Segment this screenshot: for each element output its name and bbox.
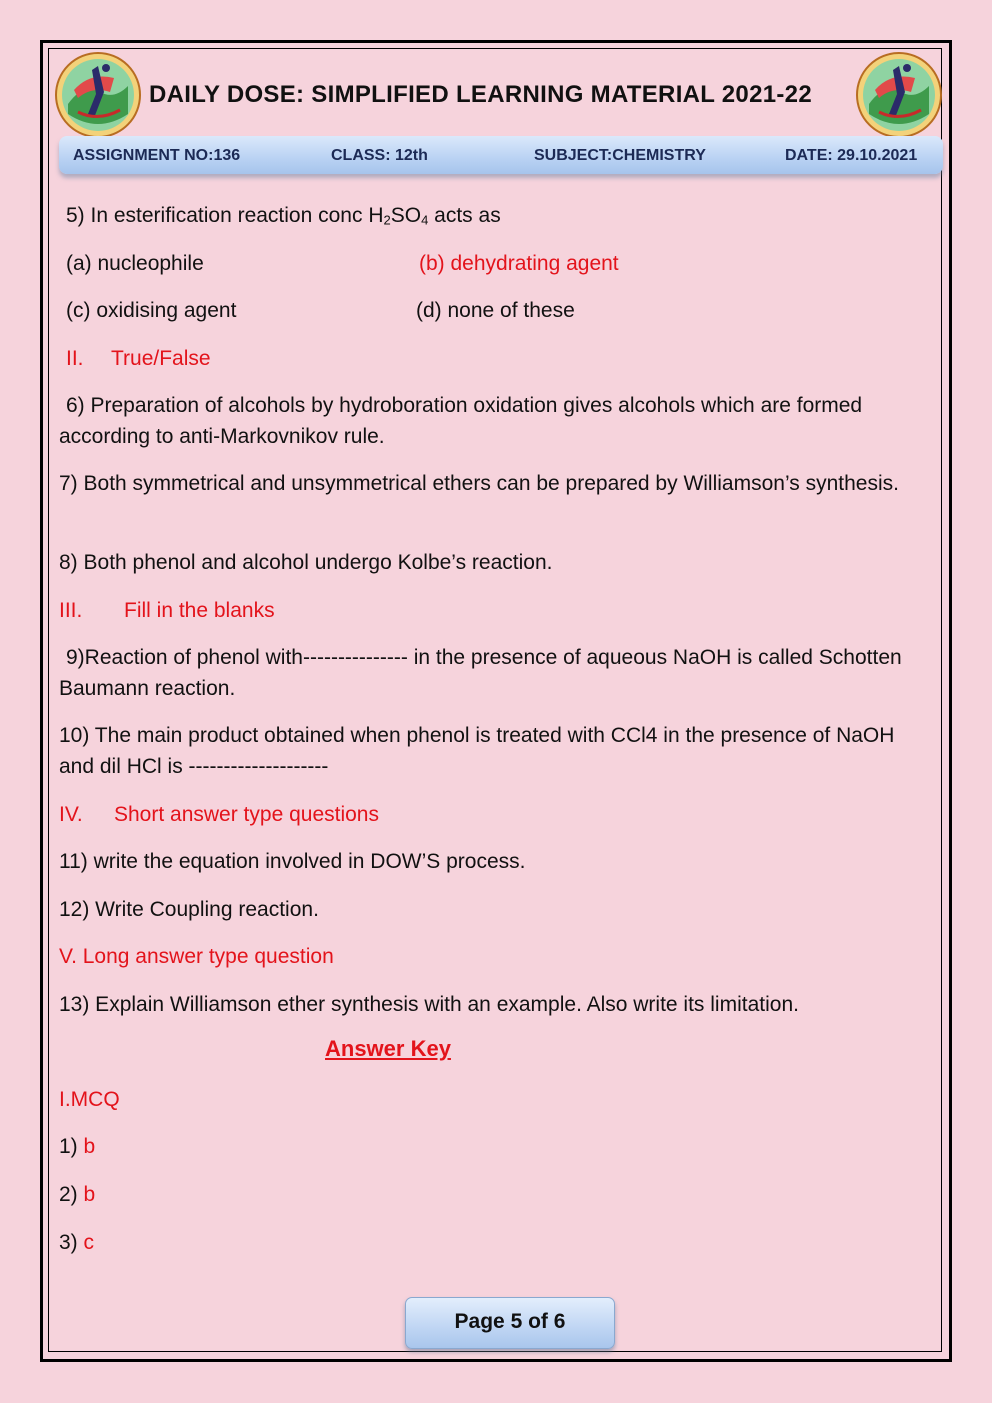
school-emblem-icon [855,52,943,138]
q5-option-a: (a) nucleophile [66,252,204,275]
page-number-box: Page 5 of 6 [405,1297,615,1349]
q5-option-b: (b) dehydrating agent [419,252,619,275]
question-5 [66,200,501,231]
question-10: 10) The main product obtained when phenol is treated with CCl4 in the presence of NaOH and dil HCl is -------------------- [59,724,895,778]
question-7: 7) Both symmetrical and unsymmetrical ethers can be prepared by Williamson’s synthesis. [59,472,899,495]
school-emblem-icon [54,52,142,138]
section-3-title: Fill in the blanks [124,599,275,622]
answer-value: b [83,1183,96,1206]
section-2-numeral: II. [66,347,84,370]
question-12: 12) Write Coupling reaction. [59,898,319,921]
answer-number: 3) [59,1231,78,1254]
q5-option-d: (d) none of these [416,299,575,322]
section-5-title: V. Long answer type question [59,945,334,968]
q5-option-c: (c) oxidising agent [66,299,237,322]
answer-item [59,1179,95,1210]
q5-stem-end: acts as [428,204,501,227]
answer-value: c [83,1231,95,1254]
answer-key-title: Answer Key [325,1036,451,1061]
section-3-numeral: III. [59,599,83,622]
subject-label: SUBJECT:CHEMISTRY [534,147,706,164]
answer-number: 2) [59,1183,78,1206]
answer-item [59,1227,94,1258]
section-2-title: True/False [111,347,211,370]
question-9: 9)Reaction of phenol with--------------- in the presence of aqueous NaOH is called Schotten Baumann reaction. [59,646,902,700]
question-6: 6) Preparation of alcohols by hydroboration oxidation gives alcohols which are formed according to anti-Markovnikov rule. [59,394,863,448]
answer-item [59,1131,95,1162]
class-label: CLASS: 12th [331,147,428,164]
assignment-info-bar [59,136,943,174]
answer-number: 1) [59,1135,78,1158]
question-13: 13) Explain Williamson ether synthesis with an example. Also write its limitation. [59,993,799,1016]
q5-stem-so: SO [390,204,422,227]
answer-key-mcq-heading: I.MCQ [59,1088,120,1111]
question-11: 11) write the equation involved in DOW’S process. [59,850,526,873]
q5-subscript-2: 2 [383,212,391,228]
document-title: DAILY DOSE: SIMPLIFIED LEARNING MATERIAL 2021-22 [149,81,812,108]
date-label: DATE: 29.10.2021 [785,147,918,164]
question-8: 8) Both phenol and alcohol undergo Kolbe’s reaction. [59,551,553,574]
section-4-title: Short answer type questions [114,803,379,826]
answer-value: b [83,1135,96,1158]
q5-subscript-4: 4 [421,212,429,228]
assignment-number: ASSIGNMENT NO:136 [73,147,241,164]
q5-stem: 5) In esterification reaction conc H [66,204,384,227]
section-4-numeral: IV. [59,803,83,826]
